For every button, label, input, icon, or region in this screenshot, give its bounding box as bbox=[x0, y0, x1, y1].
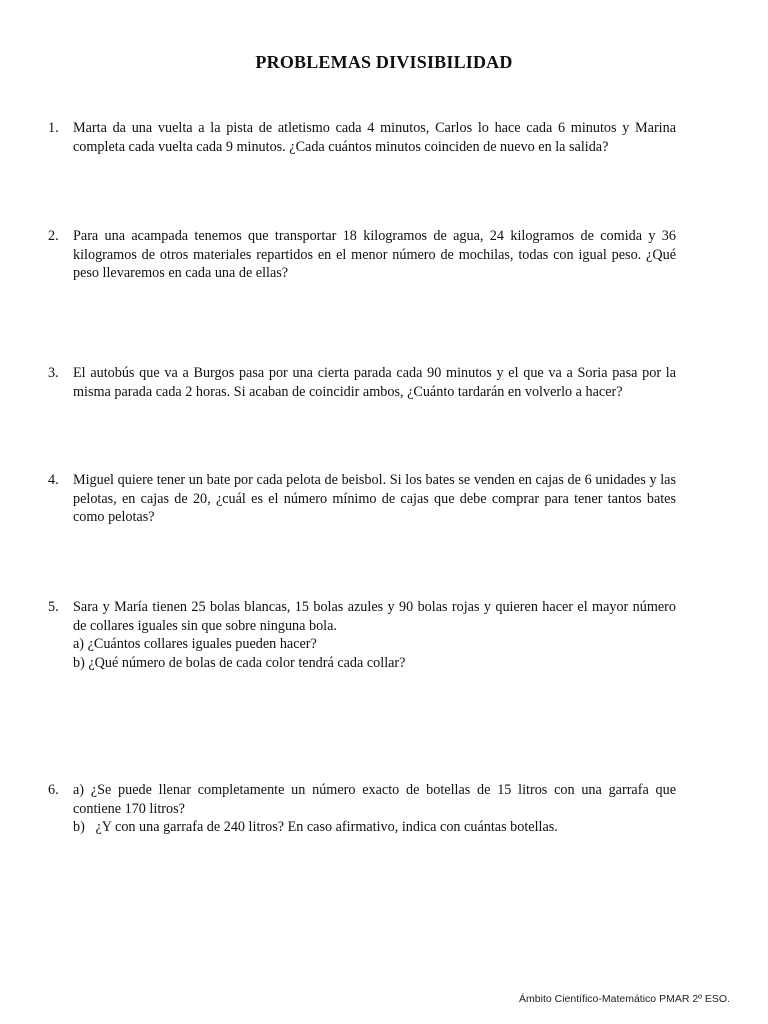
problem-3 bbox=[48, 364, 676, 401]
problem-subquestion-a: a) ¿Cuántos collares iguales pueden hacer? bbox=[73, 636, 317, 652]
problem-number: 2. bbox=[48, 228, 59, 244]
problem-text: El autobús que va a Burgos pasa por una cierta parada cada 90 minutos y el que va a Soria pasa por la misma parada cada 2 horas. Si acaban de coincidir ambos, ¿Cuánto tardarán en volverlo a hacer? bbox=[73, 365, 676, 400]
problem-number: 4. bbox=[48, 472, 59, 488]
problem-text: Marta da una vuelta a la pista de atletismo cada 4 minutos, Carlos lo hace cada 6 minutos y Marina completa cada vuelta cada 9 minutos. ¿Cada cuántos minutos coinciden de nuevo en la salida? bbox=[73, 120, 676, 155]
page-title: PROBLEMAS DIVISIBILIDAD bbox=[255, 52, 513, 72]
problem-4 bbox=[48, 471, 676, 527]
problem-5 bbox=[48, 598, 676, 672]
problem-text: Para una acampada tenemos que transportar 18 kilogramos de agua, 24 kilogramos de comida y 36 kilogramos de otros materiales repartidos en el menor número de mochilas, todas con igual peso. ¿Qué peso llevaremos en cada una de ellas? bbox=[73, 228, 676, 281]
problem-2 bbox=[48, 227, 676, 283]
problem-number: 5. bbox=[48, 599, 59, 615]
problem-text: a) ¿Se puede llenar completamente un número exacto de botellas de 15 litros con una garrafa que contiene 170 litros? bbox=[73, 782, 676, 817]
problem-number: 3. bbox=[48, 365, 59, 381]
problem-text: Miguel quiere tener un bate por cada pelota de beisbol. Si los bates se venden en cajas de 6 unidades y las pelotas, en cajas de 20, ¿cuál es el número mínimo de cajas que debe comprar para tener tantos bates como pelotas? bbox=[73, 472, 676, 525]
problem-6 bbox=[48, 781, 676, 837]
problem-1 bbox=[48, 119, 676, 156]
problem-subquestion-b: b) ¿Qué número de bolas de cada color tendrá cada collar? bbox=[73, 654, 406, 671]
problem-number: 1. bbox=[48, 120, 59, 136]
page-footer: Ámbito Científico-Matemático PMAR 2º ESO. bbox=[519, 993, 730, 1005]
problem-number: 6. bbox=[48, 782, 59, 798]
problem-text: Sara y María tienen 25 bolas blancas, 15 bolas azules y 90 bolas rojas y quieren hacer el mayor número de collares iguales sin que sobre ninguna bola. bbox=[73, 599, 676, 634]
problem-subquestion-b: b) ¿Y con una garrafa de 240 litros? En caso afirmativo, indica con cuántas botellas. bbox=[73, 819, 558, 835]
